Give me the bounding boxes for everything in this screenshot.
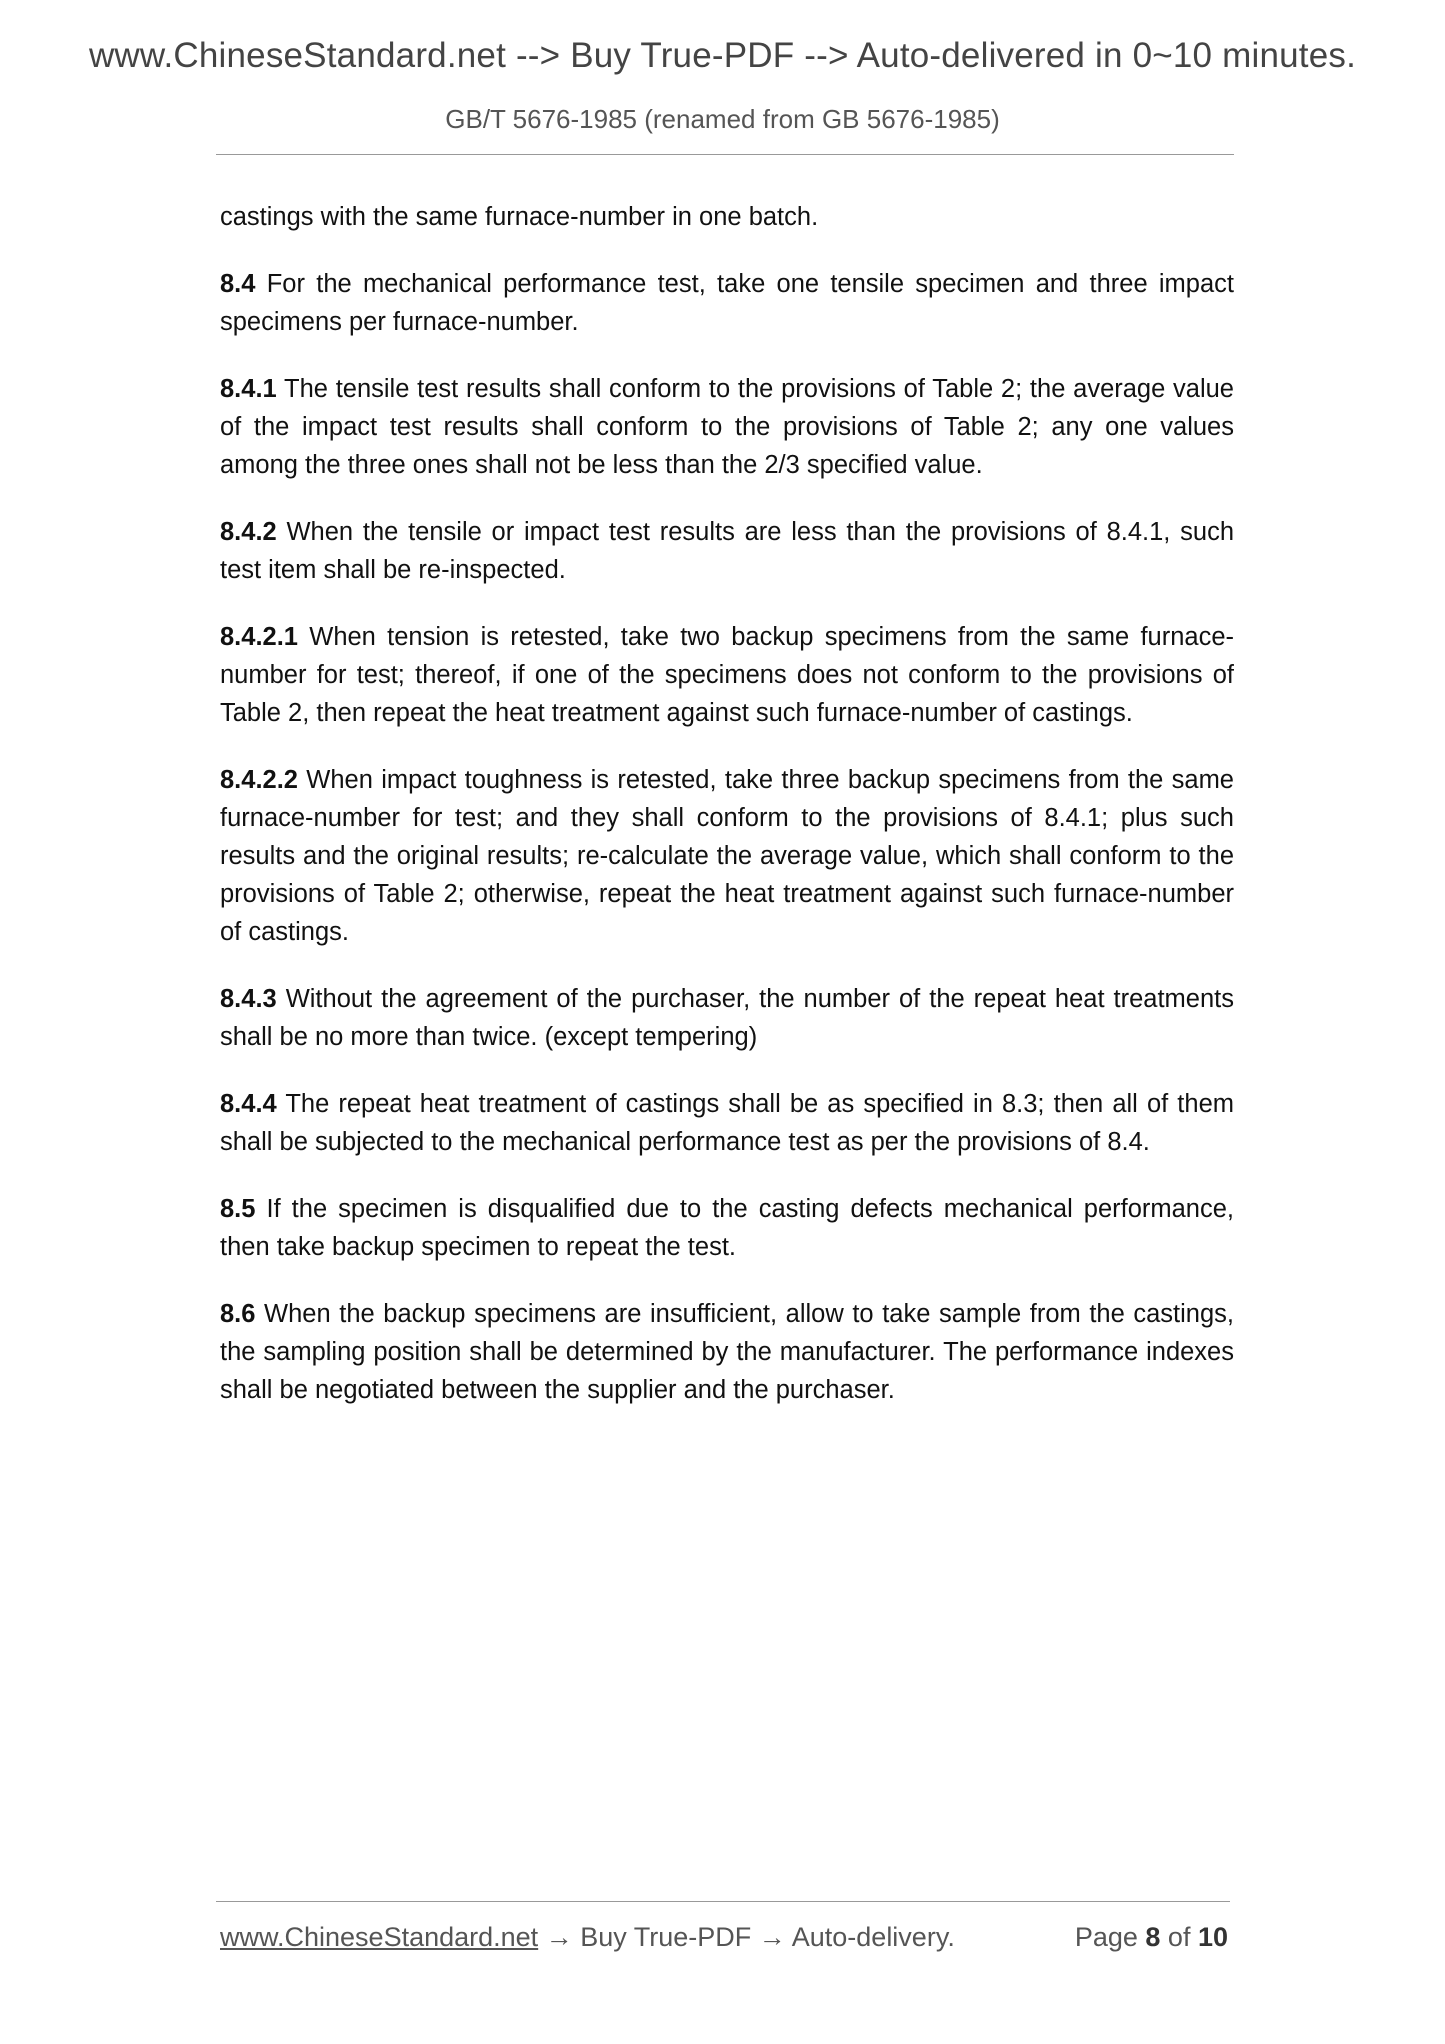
clause-text: The repeat heat treatment of castings shall be as specified in 8.3; then all of them shall be subjected to the mechanical performance test as per the provisions of 8.4. (220, 1090, 1234, 1156)
footer-site-link[interactable]: www.ChineseStandard.net (220, 1922, 539, 1952)
paragraph-8-4-2-1 (220, 618, 1234, 732)
clause-number: 8.4.2.2 (220, 766, 298, 794)
paragraph-continuation (220, 198, 1234, 236)
clause-number: 8.4.2.1 (220, 623, 298, 651)
header-divider (216, 154, 1234, 155)
footer-tagline-text: → Buy True-PDF → Auto-delivery. (538, 1922, 955, 1952)
clause-number: 8.4.4 (220, 1090, 277, 1118)
page-current: 8 (1145, 1922, 1161, 1952)
clause-text: Without the agreement of the purchaser, the number of the repeat heat treatments shall be no more than twice. (except tempering) (220, 985, 1234, 1051)
clause-text: When the backup specimens are insufficient, allow to take sample from the castings, the sampling position shall be determined by the manufacturer. The performance indexes shall be negotiated between the supplier and the purchaser. (220, 1300, 1234, 1404)
clause-number: 8.6 (220, 1300, 256, 1328)
clause-text: When impact toughness is retested, take three backup specimens from the same furnace-number for test; and they shall conform to the provisions of 8.4.1; plus such results and the original results; re-calculate the average value, which shall conform to the provisions of Table 2; otherwise, repeat the heat treatment against such furnace-number of castings. (220, 766, 1234, 946)
clause-text: When the tensile or impact test results are less than the provisions of 8.4.1, such test item shall be re-inspected. (220, 518, 1234, 584)
paragraph-8-5 (220, 1190, 1234, 1266)
paragraph-8-4-2 (220, 513, 1234, 589)
page-of-label: of (1160, 1922, 1198, 1952)
page-total: 10 (1197, 1922, 1228, 1952)
clause-text: For the mechanical performance test, take one tensile specimen and three impact specimens per furnace-number. (220, 270, 1234, 336)
paragraph-8-6 (220, 1295, 1234, 1409)
paragraph-8-4-3 (220, 980, 1234, 1056)
footer-tagline (220, 1922, 955, 1953)
footer-divider (216, 1901, 1230, 1902)
clause-text: When tension is retested, take two backup specimens from the same furnace-number for test; thereof, if one of the specimens does not conform to the provisions of Table 2, then repeat the heat treatment against such furnace-number of castings. (220, 623, 1234, 727)
clause-number: 8.4 (220, 270, 256, 298)
clause-text: If the specimen is disqualified due to the casting defects mechanical performance, then take backup specimen to repeat the test. (220, 1195, 1234, 1261)
clause-number: 8.4.1 (220, 375, 277, 403)
paragraph-8-4-2-2 (220, 761, 1234, 951)
page-label: Page (1074, 1922, 1146, 1952)
page-indicator (1075, 1922, 1228, 1953)
clause-text: castings with the same furnace-number in one batch. (220, 203, 819, 231)
paragraph-8-4-4 (220, 1085, 1234, 1161)
clause-number: 8.5 (220, 1195, 256, 1223)
paragraph-8-4-1 (220, 370, 1234, 484)
document-body (220, 198, 1234, 1438)
standard-title: GB/T 5676-1985 (renamed from GB 5676-1985) (445, 104, 1000, 134)
paragraph-8-4 (220, 265, 1234, 341)
clause-number: 8.4.3 (220, 985, 277, 1013)
top-banner: www.ChineseStandard.net --> Buy True-PDF --> Auto-delivered in 0~10 minutes. (88, 36, 1357, 75)
clause-number: 8.4.2 (220, 518, 277, 546)
clause-text: The tensile test results shall conform to the provisions of Table 2; the average value of the impact test results shall conform to the provisions of Table 2; any one values among the three ones shall not be less than the 2/3 specified value. (220, 375, 1234, 479)
